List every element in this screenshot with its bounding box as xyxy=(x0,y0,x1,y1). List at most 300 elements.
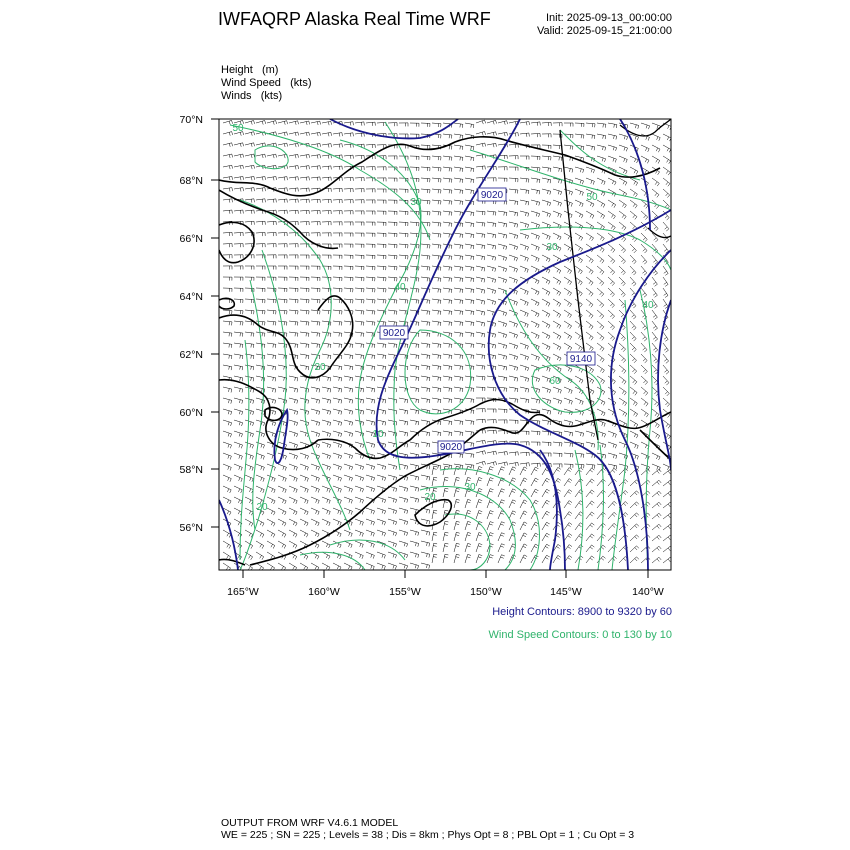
wind-barb xyxy=(223,154,233,158)
wind-barb xyxy=(267,321,276,325)
wind-barb xyxy=(322,563,330,570)
wind-barb xyxy=(377,552,385,558)
wind-barb xyxy=(586,490,594,497)
wind-barb xyxy=(344,376,353,381)
wind-barb xyxy=(388,156,397,160)
wind-barb xyxy=(322,398,331,404)
wind-barb xyxy=(289,166,299,170)
wind-barb xyxy=(399,563,408,569)
wind-barb xyxy=(542,310,550,317)
wind-barb xyxy=(454,354,463,359)
wind-barb xyxy=(509,489,516,497)
wind-barb xyxy=(311,486,319,493)
wind-barb xyxy=(641,546,650,552)
wind-barb xyxy=(223,277,232,281)
lon-label: 155°W xyxy=(389,586,421,598)
wind-barb xyxy=(289,199,298,203)
wind-barb xyxy=(619,332,625,341)
lon-label: 165°W xyxy=(227,586,259,598)
wind-barb xyxy=(377,233,386,237)
wind-barb xyxy=(366,277,375,281)
wind-barb xyxy=(366,288,375,292)
wind-barb xyxy=(267,530,275,537)
wind-barb xyxy=(388,387,397,392)
wind-barb xyxy=(278,288,287,292)
wind-barb xyxy=(652,557,661,563)
wind-barb xyxy=(267,255,276,259)
wind-barb xyxy=(322,199,331,203)
wind-barb xyxy=(630,420,638,428)
wind-barb xyxy=(223,541,231,549)
wind-barb xyxy=(234,154,244,158)
wind-barb xyxy=(355,255,364,259)
wind-barb xyxy=(498,409,507,413)
wind-barb xyxy=(586,233,594,241)
wind-barb xyxy=(454,477,460,486)
wind-barb xyxy=(388,563,397,569)
wind-barb xyxy=(619,409,627,417)
wind-barb xyxy=(597,523,606,530)
wind-barb xyxy=(542,332,550,339)
wind-barb xyxy=(498,167,507,171)
wind-barb xyxy=(586,468,594,475)
wind-barb xyxy=(366,255,375,259)
wind-barb xyxy=(289,409,298,415)
wind-barb xyxy=(531,431,540,435)
wind-barb xyxy=(586,277,593,285)
wind-barb xyxy=(432,200,441,204)
wind-barb xyxy=(366,552,374,559)
wind-barb xyxy=(245,497,253,504)
wind-barb xyxy=(355,332,364,337)
wind-barb xyxy=(388,497,397,503)
wind-barb xyxy=(641,387,648,396)
wind-barb xyxy=(520,255,528,262)
wind-barb xyxy=(509,189,518,194)
wind-barb xyxy=(333,255,342,259)
wind-barb xyxy=(344,277,353,281)
latitude-labels xyxy=(180,114,203,534)
wind-barb xyxy=(542,343,550,350)
wind-barb xyxy=(300,188,309,192)
wind-barb xyxy=(366,144,375,148)
wind-label: 50 xyxy=(232,123,244,134)
wind-barb xyxy=(641,321,647,330)
wind-barb xyxy=(564,442,573,447)
wind-barb xyxy=(421,200,430,204)
wind-barb xyxy=(289,188,298,192)
wind-barb xyxy=(586,299,593,307)
wind-barb xyxy=(630,310,636,319)
wind-barb xyxy=(388,244,397,248)
wind-barb xyxy=(267,154,277,158)
wind-barb xyxy=(509,343,518,349)
wind-barb xyxy=(498,178,507,182)
wind-barb xyxy=(410,288,419,293)
wind-barb xyxy=(421,354,430,359)
wind-barb xyxy=(388,222,397,226)
wind-barb xyxy=(586,431,595,437)
wind-barb xyxy=(476,544,482,553)
wind-barb xyxy=(630,557,639,563)
wind-barb xyxy=(476,288,485,294)
wind-barb xyxy=(630,502,639,508)
wind-barb xyxy=(344,200,353,204)
wind-barb xyxy=(322,233,331,237)
wind-barb xyxy=(366,486,375,492)
wind-barb xyxy=(619,178,627,185)
wind-barb xyxy=(564,468,572,475)
wind-barb xyxy=(289,376,298,381)
wind-barb xyxy=(410,442,419,447)
wind-barb xyxy=(608,310,615,319)
wind-barb xyxy=(278,199,287,203)
wind-barb xyxy=(509,354,518,360)
wind-barb xyxy=(443,420,452,425)
wind-barb xyxy=(245,464,253,471)
wind-barb xyxy=(289,519,297,526)
wind-barb xyxy=(476,343,485,348)
wind-barb xyxy=(344,409,353,415)
wind-barb xyxy=(344,321,353,326)
wind-contour xyxy=(575,450,583,570)
wind-barb xyxy=(454,466,460,475)
wind-barb xyxy=(476,222,485,227)
lon-label: 145°W xyxy=(550,586,582,598)
wind-barb xyxy=(630,535,639,541)
wind-barb xyxy=(443,543,448,552)
footer-model-line: OUTPUT FROM WRF V4.6.1 MODEL xyxy=(221,817,399,829)
wind-barb xyxy=(278,277,287,281)
wind-barb xyxy=(443,200,452,205)
wind-barb xyxy=(267,343,276,348)
wind-barb xyxy=(630,409,638,417)
wind-barb xyxy=(520,387,529,392)
wind-barb xyxy=(432,255,441,260)
wind-barb xyxy=(223,143,233,147)
wind-barb xyxy=(487,478,494,486)
wind-barb xyxy=(300,154,310,158)
wind-barb xyxy=(663,376,669,385)
wind-barb xyxy=(377,122,386,126)
wind-barb xyxy=(344,144,353,148)
wind-barb xyxy=(322,552,330,559)
wind-barb xyxy=(465,431,474,436)
wind-barb xyxy=(575,200,583,207)
wind-barb xyxy=(608,200,616,208)
wind-barb xyxy=(630,211,637,219)
wind-barb xyxy=(553,442,562,446)
wind-barb xyxy=(498,522,505,530)
wind-barb xyxy=(465,543,471,552)
wind-barb xyxy=(399,156,408,160)
wind-barb xyxy=(421,530,430,536)
wind-barb xyxy=(377,475,386,481)
wind-barb xyxy=(355,464,364,470)
wind-barb xyxy=(465,510,471,519)
wind-barb xyxy=(641,354,647,363)
wind-barb xyxy=(267,387,276,393)
wind-barb xyxy=(465,244,474,249)
wind-barb xyxy=(663,167,670,175)
wind-barb xyxy=(564,534,572,541)
wind-barb xyxy=(366,398,375,403)
wind-barb xyxy=(399,420,408,425)
wind-barb xyxy=(355,155,364,159)
wind-barb xyxy=(652,321,658,330)
wind-barb xyxy=(487,522,494,530)
wind-barb xyxy=(377,244,386,248)
wind-barb xyxy=(300,365,309,370)
wind-barb xyxy=(234,255,243,258)
wind-barb xyxy=(432,532,437,541)
wind-barb xyxy=(476,451,486,455)
wind-barb xyxy=(652,431,660,439)
wind-barb xyxy=(366,387,375,392)
wind-barb xyxy=(410,464,419,469)
wind-barb xyxy=(454,189,463,194)
wind-barb xyxy=(663,134,671,141)
wind-barb xyxy=(234,232,243,236)
wind-barb xyxy=(234,277,243,281)
wind-barb xyxy=(267,486,275,493)
wind-barb xyxy=(465,453,474,458)
wind-label: 20 xyxy=(314,362,326,373)
wind-barb xyxy=(245,277,254,281)
st-lawrence-island xyxy=(219,298,234,309)
wind-barb xyxy=(311,508,319,515)
wind-barb xyxy=(355,133,364,137)
wind-barb xyxy=(267,365,276,370)
wind-barb xyxy=(520,452,529,456)
wind-barb xyxy=(520,178,529,183)
canada-border xyxy=(560,130,598,440)
wind-barb xyxy=(300,199,309,203)
wind-barb xyxy=(509,467,516,475)
wind-barb xyxy=(300,552,308,560)
wind-barb xyxy=(542,544,550,552)
wind-barb xyxy=(311,431,320,437)
wind-barb xyxy=(630,343,636,352)
wind-barb xyxy=(289,210,298,214)
wind-barb xyxy=(377,497,386,503)
wind-barb xyxy=(289,177,298,181)
wind-barb xyxy=(421,365,430,370)
wind-label: 60 xyxy=(549,376,561,387)
wind-barb xyxy=(399,519,408,525)
wind-barb xyxy=(454,543,460,552)
wind-barb xyxy=(344,222,353,226)
wind-barb xyxy=(520,189,529,194)
wind-barb xyxy=(234,398,243,404)
wind-barb xyxy=(245,210,254,214)
wind-barb xyxy=(586,332,593,340)
wind-barb xyxy=(278,497,286,504)
wind-barb xyxy=(388,200,397,204)
wind-barb xyxy=(531,463,540,467)
wind-barb xyxy=(399,486,408,492)
wind-barb xyxy=(597,178,605,185)
wind-barb xyxy=(498,511,505,519)
wind-barb xyxy=(300,519,308,526)
wind-barb xyxy=(630,244,636,253)
wind-barb xyxy=(509,277,517,283)
wind-barb xyxy=(542,134,551,138)
wind-barb xyxy=(619,491,628,498)
wind-barb xyxy=(619,156,627,163)
wind-barb xyxy=(311,155,321,159)
wind-barb xyxy=(443,266,452,271)
wind-barb xyxy=(311,166,320,170)
wind-barb xyxy=(355,288,364,292)
wind-barb xyxy=(355,343,364,348)
wind-barb xyxy=(443,211,452,216)
wind-barb xyxy=(333,376,342,381)
wind-barb xyxy=(223,132,233,136)
wind-barb xyxy=(542,387,551,393)
wind-barb xyxy=(641,409,648,417)
wind-barb xyxy=(509,511,516,519)
wind-barb xyxy=(388,442,397,448)
wind-barb xyxy=(344,486,353,492)
wind-barb xyxy=(652,178,659,186)
wind-barb xyxy=(575,501,583,508)
wind-barb xyxy=(399,398,408,403)
wind-barb xyxy=(520,533,527,541)
wind-barb xyxy=(520,133,529,137)
wind-barb xyxy=(597,145,606,151)
wind-barb xyxy=(421,211,430,215)
wind-barb xyxy=(476,555,482,564)
wind-barb xyxy=(520,299,528,306)
wind-barb xyxy=(234,288,243,292)
wind-barb xyxy=(553,156,562,161)
wind-barb xyxy=(421,398,430,403)
wind-barb xyxy=(586,321,593,329)
wind-barb xyxy=(520,200,529,205)
wind-barb xyxy=(619,299,625,308)
wind-barb xyxy=(663,244,669,253)
wind-barb xyxy=(630,442,638,449)
wind-barb xyxy=(597,556,606,563)
wind-barb xyxy=(223,188,233,192)
wind-barb xyxy=(421,156,430,160)
wind-barb xyxy=(630,123,639,129)
wind-barb xyxy=(586,266,593,274)
wind-barb xyxy=(333,343,342,348)
wind-barb xyxy=(520,211,529,217)
wind-barb xyxy=(333,519,341,526)
wind-barb xyxy=(432,244,441,249)
wind-barb xyxy=(531,222,540,228)
wind-barb xyxy=(575,431,584,437)
wind-barb xyxy=(333,365,342,370)
wind-barb xyxy=(355,398,364,403)
wind-barb xyxy=(597,321,604,330)
wind-barb xyxy=(487,178,496,182)
lon-label: 140°W xyxy=(632,586,664,598)
wind-barb xyxy=(377,376,386,381)
wind-barb xyxy=(542,178,551,183)
wind-barb xyxy=(663,332,668,341)
wind-barb xyxy=(322,144,332,148)
wind-barb xyxy=(586,145,595,150)
wind-contour xyxy=(255,146,288,169)
wind-barb xyxy=(476,332,485,337)
wind-barb xyxy=(652,453,660,460)
wind-barb xyxy=(234,442,243,448)
wind-barb xyxy=(355,189,364,193)
wind-barb xyxy=(377,299,386,303)
wind-barb xyxy=(289,420,298,426)
wind-barb xyxy=(608,556,617,563)
wind-barb xyxy=(311,464,320,470)
wind-barb xyxy=(476,132,486,136)
wind-barb xyxy=(344,155,353,159)
wind-barb xyxy=(410,354,419,359)
wind-barb xyxy=(322,420,331,426)
height-contour xyxy=(377,119,565,570)
wind-barb xyxy=(245,420,254,426)
wind-barb xyxy=(311,288,320,292)
wind-barb xyxy=(267,541,275,549)
wind-barb xyxy=(289,508,297,515)
wind-barb xyxy=(344,354,353,359)
wind-barb xyxy=(652,502,661,508)
wind-barb xyxy=(278,530,286,537)
wind-barb xyxy=(597,354,604,362)
wind-barb xyxy=(300,121,310,125)
wind-barb xyxy=(388,123,397,127)
wind-barb xyxy=(586,167,595,173)
wind-barb xyxy=(366,563,374,570)
wind-barb xyxy=(476,266,485,271)
wind-barb xyxy=(542,200,551,206)
wind-barb xyxy=(487,211,496,216)
wind-barb xyxy=(410,222,419,226)
wind-barb xyxy=(630,546,639,552)
wind-barb xyxy=(465,266,474,271)
wind-barb xyxy=(542,500,550,508)
wind-barb xyxy=(586,512,594,519)
wind-barb xyxy=(531,442,540,446)
wind-barb xyxy=(575,376,583,383)
wind-barb xyxy=(234,486,242,493)
wind-barb xyxy=(256,244,265,248)
wind-barb xyxy=(355,519,363,526)
wind-barb xyxy=(388,398,397,403)
wind-barb xyxy=(245,530,253,537)
wind-barb xyxy=(553,145,562,149)
wind-barb xyxy=(223,387,232,393)
wind-barb xyxy=(245,442,254,448)
wind-barb xyxy=(641,398,648,406)
height-label: 9020 xyxy=(382,328,406,339)
wind-barb xyxy=(333,277,342,281)
wind-barb xyxy=(311,519,319,526)
wind-barb xyxy=(498,343,507,349)
wind-barb xyxy=(663,299,668,309)
wind-barb xyxy=(487,120,497,124)
wind-barb xyxy=(300,354,309,359)
wind-barb xyxy=(432,376,441,381)
wind-barb xyxy=(311,299,320,303)
wind-barb xyxy=(542,533,550,541)
wind-barb xyxy=(487,255,496,261)
wind-barb xyxy=(652,277,657,286)
wind-barb xyxy=(476,500,482,509)
wind-barb xyxy=(564,222,572,229)
